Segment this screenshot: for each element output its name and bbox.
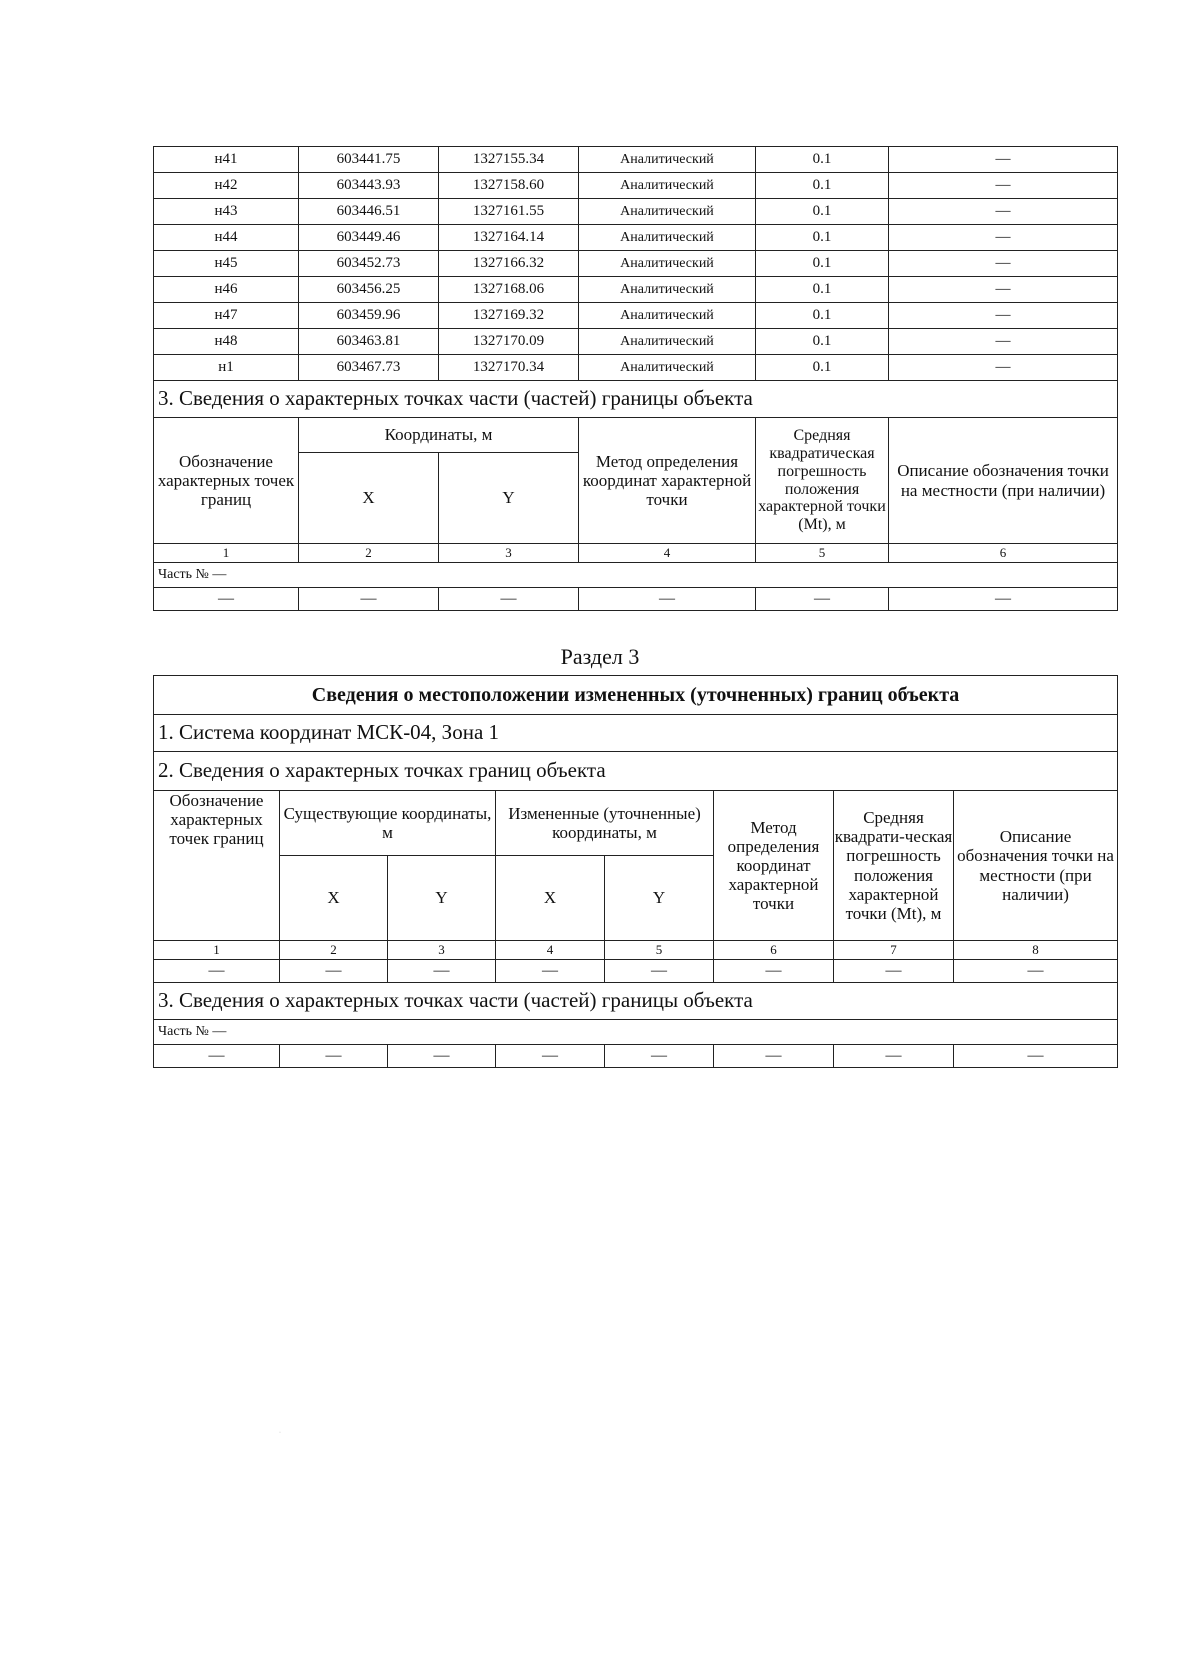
header-changed-coordinates: Измененные (уточненные) координаты, м xyxy=(496,791,714,856)
empty-cell: — xyxy=(605,1045,714,1068)
section3-title: 3. Сведения о характерных точках части (частей) границы объекта xyxy=(154,381,1118,418)
description-cell: — xyxy=(889,355,1118,381)
header-method: Метод определения координат характерной точки xyxy=(579,418,756,544)
col-number: 4 xyxy=(579,544,756,563)
empty-cell: — xyxy=(605,960,714,983)
empty-cell: — xyxy=(714,960,834,983)
description-cell: — xyxy=(889,329,1118,355)
description-cell: — xyxy=(889,147,1118,173)
header-y: Y xyxy=(439,453,579,544)
empty-cell: — xyxy=(439,588,579,611)
col-number: 4 xyxy=(496,941,605,960)
empty-cell: — xyxy=(496,1045,605,1068)
point-designation: н48 xyxy=(154,329,299,355)
y-coordinate: 1327164.14 xyxy=(439,225,579,251)
table-row xyxy=(154,199,1118,225)
header-y-changed: Y xyxy=(605,856,714,941)
x-coordinate: 603459.96 xyxy=(299,303,439,329)
header-x-existing: X xyxy=(280,856,388,941)
table-row xyxy=(154,225,1118,251)
description-cell: — xyxy=(889,173,1118,199)
table-row xyxy=(154,251,1118,277)
table-row xyxy=(154,303,1118,329)
y-coordinate: 1327169.32 xyxy=(439,303,579,329)
table-row xyxy=(154,329,1118,355)
coordinate-system: 1. Система координат МСК-04, Зона 1 xyxy=(154,715,1118,752)
accuracy-cell: 0.1 xyxy=(756,303,889,329)
method-cell: Аналитический xyxy=(579,303,756,329)
empty-cell: — xyxy=(714,1045,834,1068)
empty-cell: — xyxy=(388,960,496,983)
empty-cell: — xyxy=(834,1045,954,1068)
boundary-points-table xyxy=(153,146,1118,611)
changed-boundaries-table xyxy=(153,675,1118,1068)
col-number: 6 xyxy=(714,941,834,960)
point-designation: н42 xyxy=(154,173,299,199)
method-cell: Аналитический xyxy=(579,329,756,355)
x-coordinate: 603441.75 xyxy=(299,147,439,173)
point-designation: н43 xyxy=(154,199,299,225)
table-row xyxy=(154,355,1118,381)
col-number: 8 xyxy=(954,941,1118,960)
table-row xyxy=(154,147,1118,173)
empty-cell: — xyxy=(579,588,756,611)
y-coordinate: 1327161.55 xyxy=(439,199,579,225)
col-number: 3 xyxy=(439,544,579,563)
empty-cell: — xyxy=(154,588,299,611)
table-row xyxy=(154,277,1118,303)
empty-cell: — xyxy=(954,1045,1118,1068)
description-cell: — xyxy=(889,303,1118,329)
accuracy-cell: 0.1 xyxy=(756,147,889,173)
description-cell: — xyxy=(889,277,1118,303)
part-label: Часть № — xyxy=(154,563,1118,588)
header-description: Описание обозначения точки на местности (при наличии) xyxy=(954,791,1118,941)
header-existing-coordinates: Существующие координаты, м xyxy=(280,791,496,856)
method-cell: Аналитический xyxy=(579,225,756,251)
y-coordinate: 1327168.06 xyxy=(439,277,579,303)
accuracy-cell: 0.1 xyxy=(756,199,889,225)
col-number: 2 xyxy=(299,544,439,563)
empty-cell: — xyxy=(280,960,388,983)
empty-cell: — xyxy=(889,588,1118,611)
accuracy-cell: 0.1 xyxy=(756,329,889,355)
method-cell: Аналитический xyxy=(579,173,756,199)
header-x-changed: X xyxy=(496,856,605,941)
x-coordinate: 603452.73 xyxy=(299,251,439,277)
col-number: 5 xyxy=(605,941,714,960)
header-mt: Средняя квадратическая погрешность положения характерной точки (Mt), м xyxy=(756,418,889,544)
col-number: 5 xyxy=(756,544,889,563)
method-cell: Аналитический xyxy=(579,251,756,277)
y-coordinate: 1327170.34 xyxy=(439,355,579,381)
point-designation: н44 xyxy=(154,225,299,251)
col-number: 6 xyxy=(889,544,1118,563)
description-cell: — xyxy=(889,199,1118,225)
empty-cell: — xyxy=(154,960,280,983)
empty-cell: — xyxy=(756,588,889,611)
point-designation: н41 xyxy=(154,147,299,173)
header-coordinates: Координаты, м xyxy=(299,418,579,453)
x-coordinate: 603467.73 xyxy=(299,355,439,381)
empty-cell: — xyxy=(154,1045,280,1068)
empty-cell: — xyxy=(388,1045,496,1068)
y-coordinate: 1327158.60 xyxy=(439,173,579,199)
header-x: X xyxy=(299,453,439,544)
accuracy-cell: 0.1 xyxy=(756,277,889,303)
x-coordinate: 603443.93 xyxy=(299,173,439,199)
table-row xyxy=(154,173,1118,199)
x-coordinate: 603449.46 xyxy=(299,225,439,251)
x-coordinate: 603463.81 xyxy=(299,329,439,355)
header-method: Метод определения координат характерной точки xyxy=(714,791,834,941)
accuracy-cell: 0.1 xyxy=(756,173,889,199)
y-coordinate: 1327170.09 xyxy=(439,329,579,355)
table-title: Сведения о местоположении измененных (уточненных) границ объекта xyxy=(154,676,1118,715)
point-designation: н46 xyxy=(154,277,299,303)
section2-title: 2. Сведения о характерных точках границ объекта xyxy=(154,752,1118,791)
x-coordinate: 603456.25 xyxy=(299,277,439,303)
col-number: 2 xyxy=(280,941,388,960)
method-cell: Аналитический xyxy=(579,147,756,173)
col-number: 3 xyxy=(388,941,496,960)
empty-cell: — xyxy=(834,960,954,983)
point-designation: н45 xyxy=(154,251,299,277)
method-cell: Аналитический xyxy=(579,355,756,381)
col-number: 7 xyxy=(834,941,954,960)
accuracy-cell: 0.1 xyxy=(756,355,889,381)
accuracy-cell: 0.1 xyxy=(756,225,889,251)
section3-title: 3. Сведения о характерных точках части (частей) границы объекта xyxy=(154,983,1118,1020)
part-label: Часть № — xyxy=(154,1020,1118,1045)
method-cell: Аналитический xyxy=(579,277,756,303)
point-designation: н47 xyxy=(154,303,299,329)
section-label: Раздел 3 xyxy=(560,644,640,669)
header-mt: Средняя квадрати-ческая погрешность положения характерной точки (Mt), м xyxy=(834,791,954,941)
header-y-existing: Y xyxy=(388,856,496,941)
empty-cell: — xyxy=(280,1045,388,1068)
accuracy-cell: 0.1 xyxy=(756,251,889,277)
point-designation: н1 xyxy=(154,355,299,381)
description-cell: — xyxy=(889,225,1118,251)
x-coordinate: 603446.51 xyxy=(299,199,439,225)
empty-cell: — xyxy=(299,588,439,611)
method-cell: Аналитический xyxy=(579,199,756,225)
header-designation: Обозначение характерных точек границ xyxy=(154,418,299,544)
empty-cell: — xyxy=(496,960,605,983)
y-coordinate: 1327166.32 xyxy=(439,251,579,277)
description-cell: — xyxy=(889,251,1118,277)
col-number: 1 xyxy=(154,544,299,563)
empty-cell: — xyxy=(954,960,1118,983)
header-designation: Обозначение характерных точек границ xyxy=(154,791,280,941)
y-coordinate: 1327155.34 xyxy=(439,147,579,173)
col-number: 1 xyxy=(154,941,280,960)
scan-speck: · xyxy=(279,1430,281,1436)
header-description: Описание обозначения точки на местности (при наличии) xyxy=(889,418,1118,544)
